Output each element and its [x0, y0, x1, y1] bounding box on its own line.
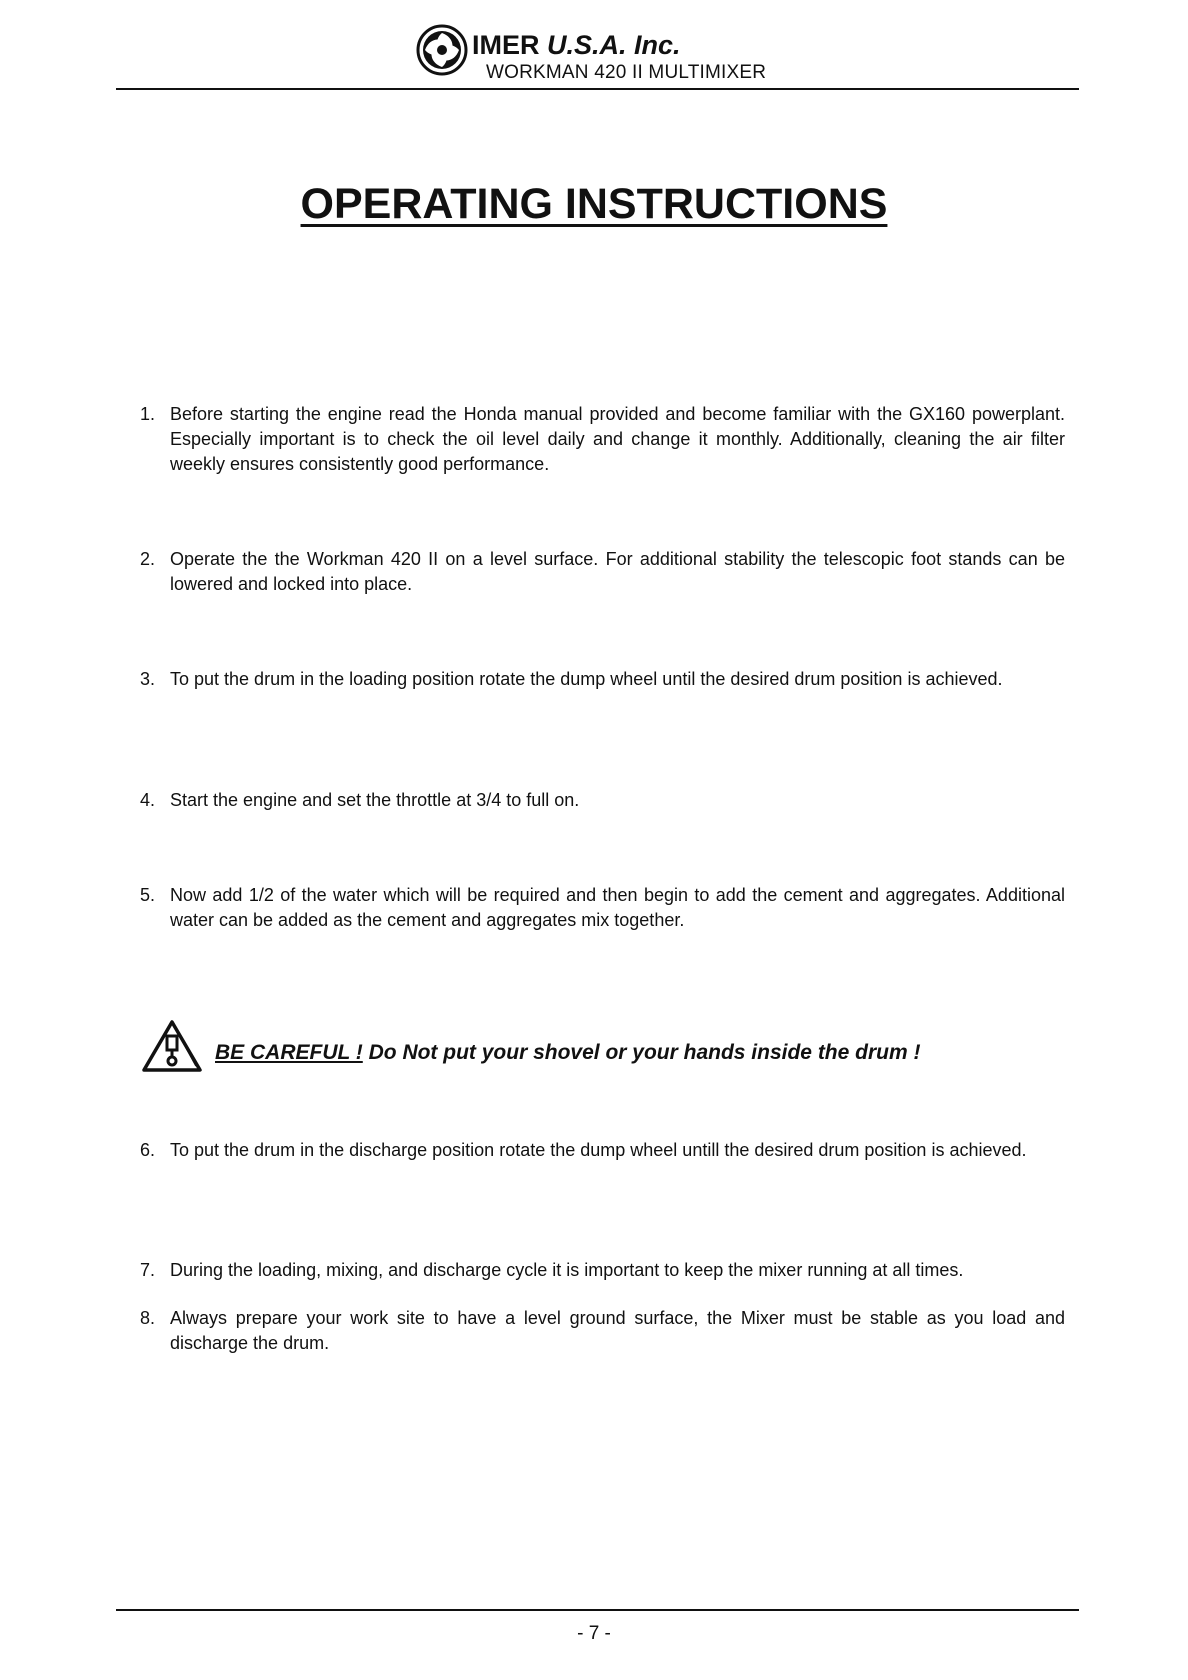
page-title: OPERATING INSTRUCTIONS — [300, 180, 888, 228]
warning-text — [215, 1040, 920, 1066]
instruction-item — [140, 883, 1065, 933]
instruction-text: To put the drum in the discharge position rotate the dump wheel untill the desired drum position is achieved. — [170, 1140, 1027, 1160]
instruction-item — [140, 788, 1065, 813]
page-header — [0, 0, 1188, 100]
instruction-number: 3. — [140, 669, 156, 689]
footer-divider — [116, 1609, 1079, 1611]
warning-message: Do Not put your shovel or your hands inside the drum ! — [362, 1041, 921, 1064]
instruction-number: 2. — [140, 549, 156, 569]
instruction-text: Start the engine and set the throttle at 3/4 to full on. — [170, 790, 580, 810]
instruction-item — [140, 1258, 1065, 1283]
instruction-text: Now add 1/2 of the water which will be required and then begin to add the cement and aggregates. Additional water can be added as the cement and aggregates mix together. — [170, 885, 1065, 930]
company-name — [472, 30, 681, 60]
instruction-item — [140, 402, 1065, 477]
warning-triangle-icon — [140, 1018, 204, 1074]
page-number: - 7 - — [577, 1623, 611, 1644]
imer-logo-icon — [416, 24, 468, 76]
instruction-text: Operate the the Workman 420 II on a level surface. For additional stability the telescopic foot stands can be lowered and locked into place. — [170, 549, 1065, 594]
instruction-number: 6. — [140, 1140, 156, 1160]
company-suffix: U.S.A. Inc. — [547, 30, 681, 60]
warning-emphasis: BE CAREFUL ! — [215, 1041, 363, 1064]
instruction-text: Always prepare your work site to have a level ground surface, the Mixer must be stable as you load and discharge the drum. — [170, 1308, 1065, 1353]
instruction-number: 1. — [140, 404, 156, 424]
instruction-item — [140, 547, 1065, 597]
instruction-text: To put the drum in the loading position rotate the dump wheel until the desired drum position is achieved. — [170, 669, 1003, 689]
instruction-number: 8. — [140, 1308, 156, 1328]
instruction-number: 7. — [140, 1260, 156, 1280]
instruction-item — [140, 667, 1065, 692]
instruction-number: 4. — [140, 790, 156, 810]
instruction-item — [140, 1306, 1065, 1356]
instruction-text: Before starting the engine read the Honda manual provided and become familiar with the GX160 powerplant. Especially important is to check the oil level daily and change it monthly. Additionally, cleaning the air filter weekly ensures consistently good performance. — [170, 404, 1065, 474]
company-prefix: IMER — [472, 30, 540, 60]
header-divider — [116, 88, 1079, 90]
instruction-number: 5. — [140, 885, 156, 905]
instruction-text: During the loading, mixing, and discharge cycle it is important to keep the mixer running at all times. — [170, 1260, 964, 1280]
product-name: WORKMAN 420 II MULTIMIXER — [486, 62, 767, 83]
warning-notice — [140, 1018, 1060, 1074]
instruction-item — [140, 1138, 1065, 1163]
